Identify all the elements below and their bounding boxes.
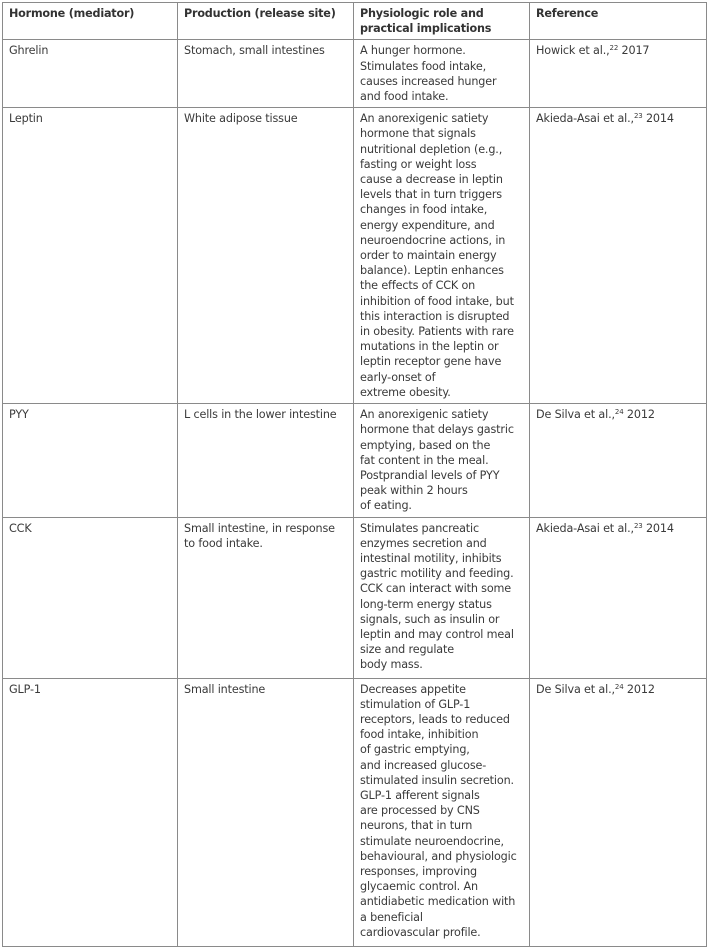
cell-production: White adipose tissue — [178, 108, 354, 404]
reference-number: 24 — [614, 682, 624, 691]
cell-reference — [530, 40, 707, 108]
cell-reference — [530, 678, 707, 946]
reference-year: 2014 — [642, 521, 674, 535]
reference-number: 23 — [633, 112, 643, 121]
cell-role: An anorexigenic satiety hormone that delays gastric emptying, based on the fat content in the meal. Postprandial levels of PYY peak within 2 hours of eating. — [354, 404, 530, 517]
cell-hormone: GLP-1 — [3, 678, 178, 946]
table-row-ghrelin — [3, 40, 707, 108]
reference-year: 2012 — [623, 408, 655, 422]
cell-hormone: PYY — [3, 404, 178, 517]
cell-production: Stomach, small intestines — [178, 40, 354, 108]
table-row-pyy — [3, 404, 707, 517]
table-header-row — [3, 3, 707, 40]
table-row-cck — [3, 517, 707, 678]
header-production: Production (release site) — [178, 3, 354, 40]
cell-hormone: Leptin — [3, 108, 178, 404]
reference-year: 2012 — [623, 682, 655, 696]
cell-reference — [530, 404, 707, 517]
cell-reference — [530, 108, 707, 404]
reference-year: 2014 — [642, 112, 674, 126]
table-row-leptin — [3, 108, 707, 404]
reference-number: 22 — [609, 44, 619, 53]
table-row-glp1 — [3, 678, 707, 946]
hormone-table — [2, 2, 707, 947]
header-physiologic-role: Physiologic role and practical implications — [354, 3, 530, 40]
reference-author: De Silva et al., — [536, 682, 615, 696]
cell-production: Small intestine — [178, 678, 354, 946]
cell-reference — [530, 517, 707, 678]
cell-role: Stimulates pancreatic enzymes secretion and intestinal motility, inhibits gastric motility and feeding. CCK can interact with some long-term energy status signals, such as insulin or leptin and may control meal size and regulate body mass. — [354, 517, 530, 678]
reference-author: Akieda-Asai et al., — [536, 521, 634, 535]
header-reference: Reference — [530, 3, 707, 40]
cell-production: Small intestine, in response to food intake. — [178, 517, 354, 678]
reference-author: Akieda-Asai et al., — [536, 112, 634, 126]
cell-production: L cells in the lower intestine — [178, 404, 354, 517]
cell-role: An anorexigenic satiety hormone that signals nutritional depletion (e.g., fasting or weight loss cause a decrease in leptin levels that in turn triggers changes in food intake, energy expenditure, and neuroendocrine actions, in order to maintain energy balance). Leptin enhances the effects of CCK on inhibition of food intake, but this interaction is disrupted in obesity. Patients with rare mutations in the leptin or leptin receptor gene have early-onset of extreme obesity. — [354, 108, 530, 404]
header-hormone: Hormone (mediator) — [3, 3, 178, 40]
reference-author: De Silva et al., — [536, 408, 615, 422]
cell-hormone: CCK — [3, 517, 178, 678]
cell-role: Decreases appetite stimulation of GLP-1 receptors, leads to reduced food intake, inhibition of gastric emptying, and increased glucose- stimulated insulin secretion. GLP-1 afferent signals are processed by CNS neurons, that in turn stimulate neuroendocrine, behavioural, and physiologic responses, improving glycaemic control. An antidiabetic medication with a beneficial cardiovascular profile. — [354, 678, 530, 946]
cell-role: A hunger hormone. Stimulates food intake, causes increased hunger and food intake. — [354, 40, 530, 108]
reference-number: 23 — [633, 521, 643, 530]
cell-hormone: Ghrelin — [3, 40, 178, 108]
reference-author: Howick et al., — [536, 44, 610, 58]
reference-number: 24 — [614, 408, 624, 417]
reference-year: 2017 — [618, 44, 650, 58]
